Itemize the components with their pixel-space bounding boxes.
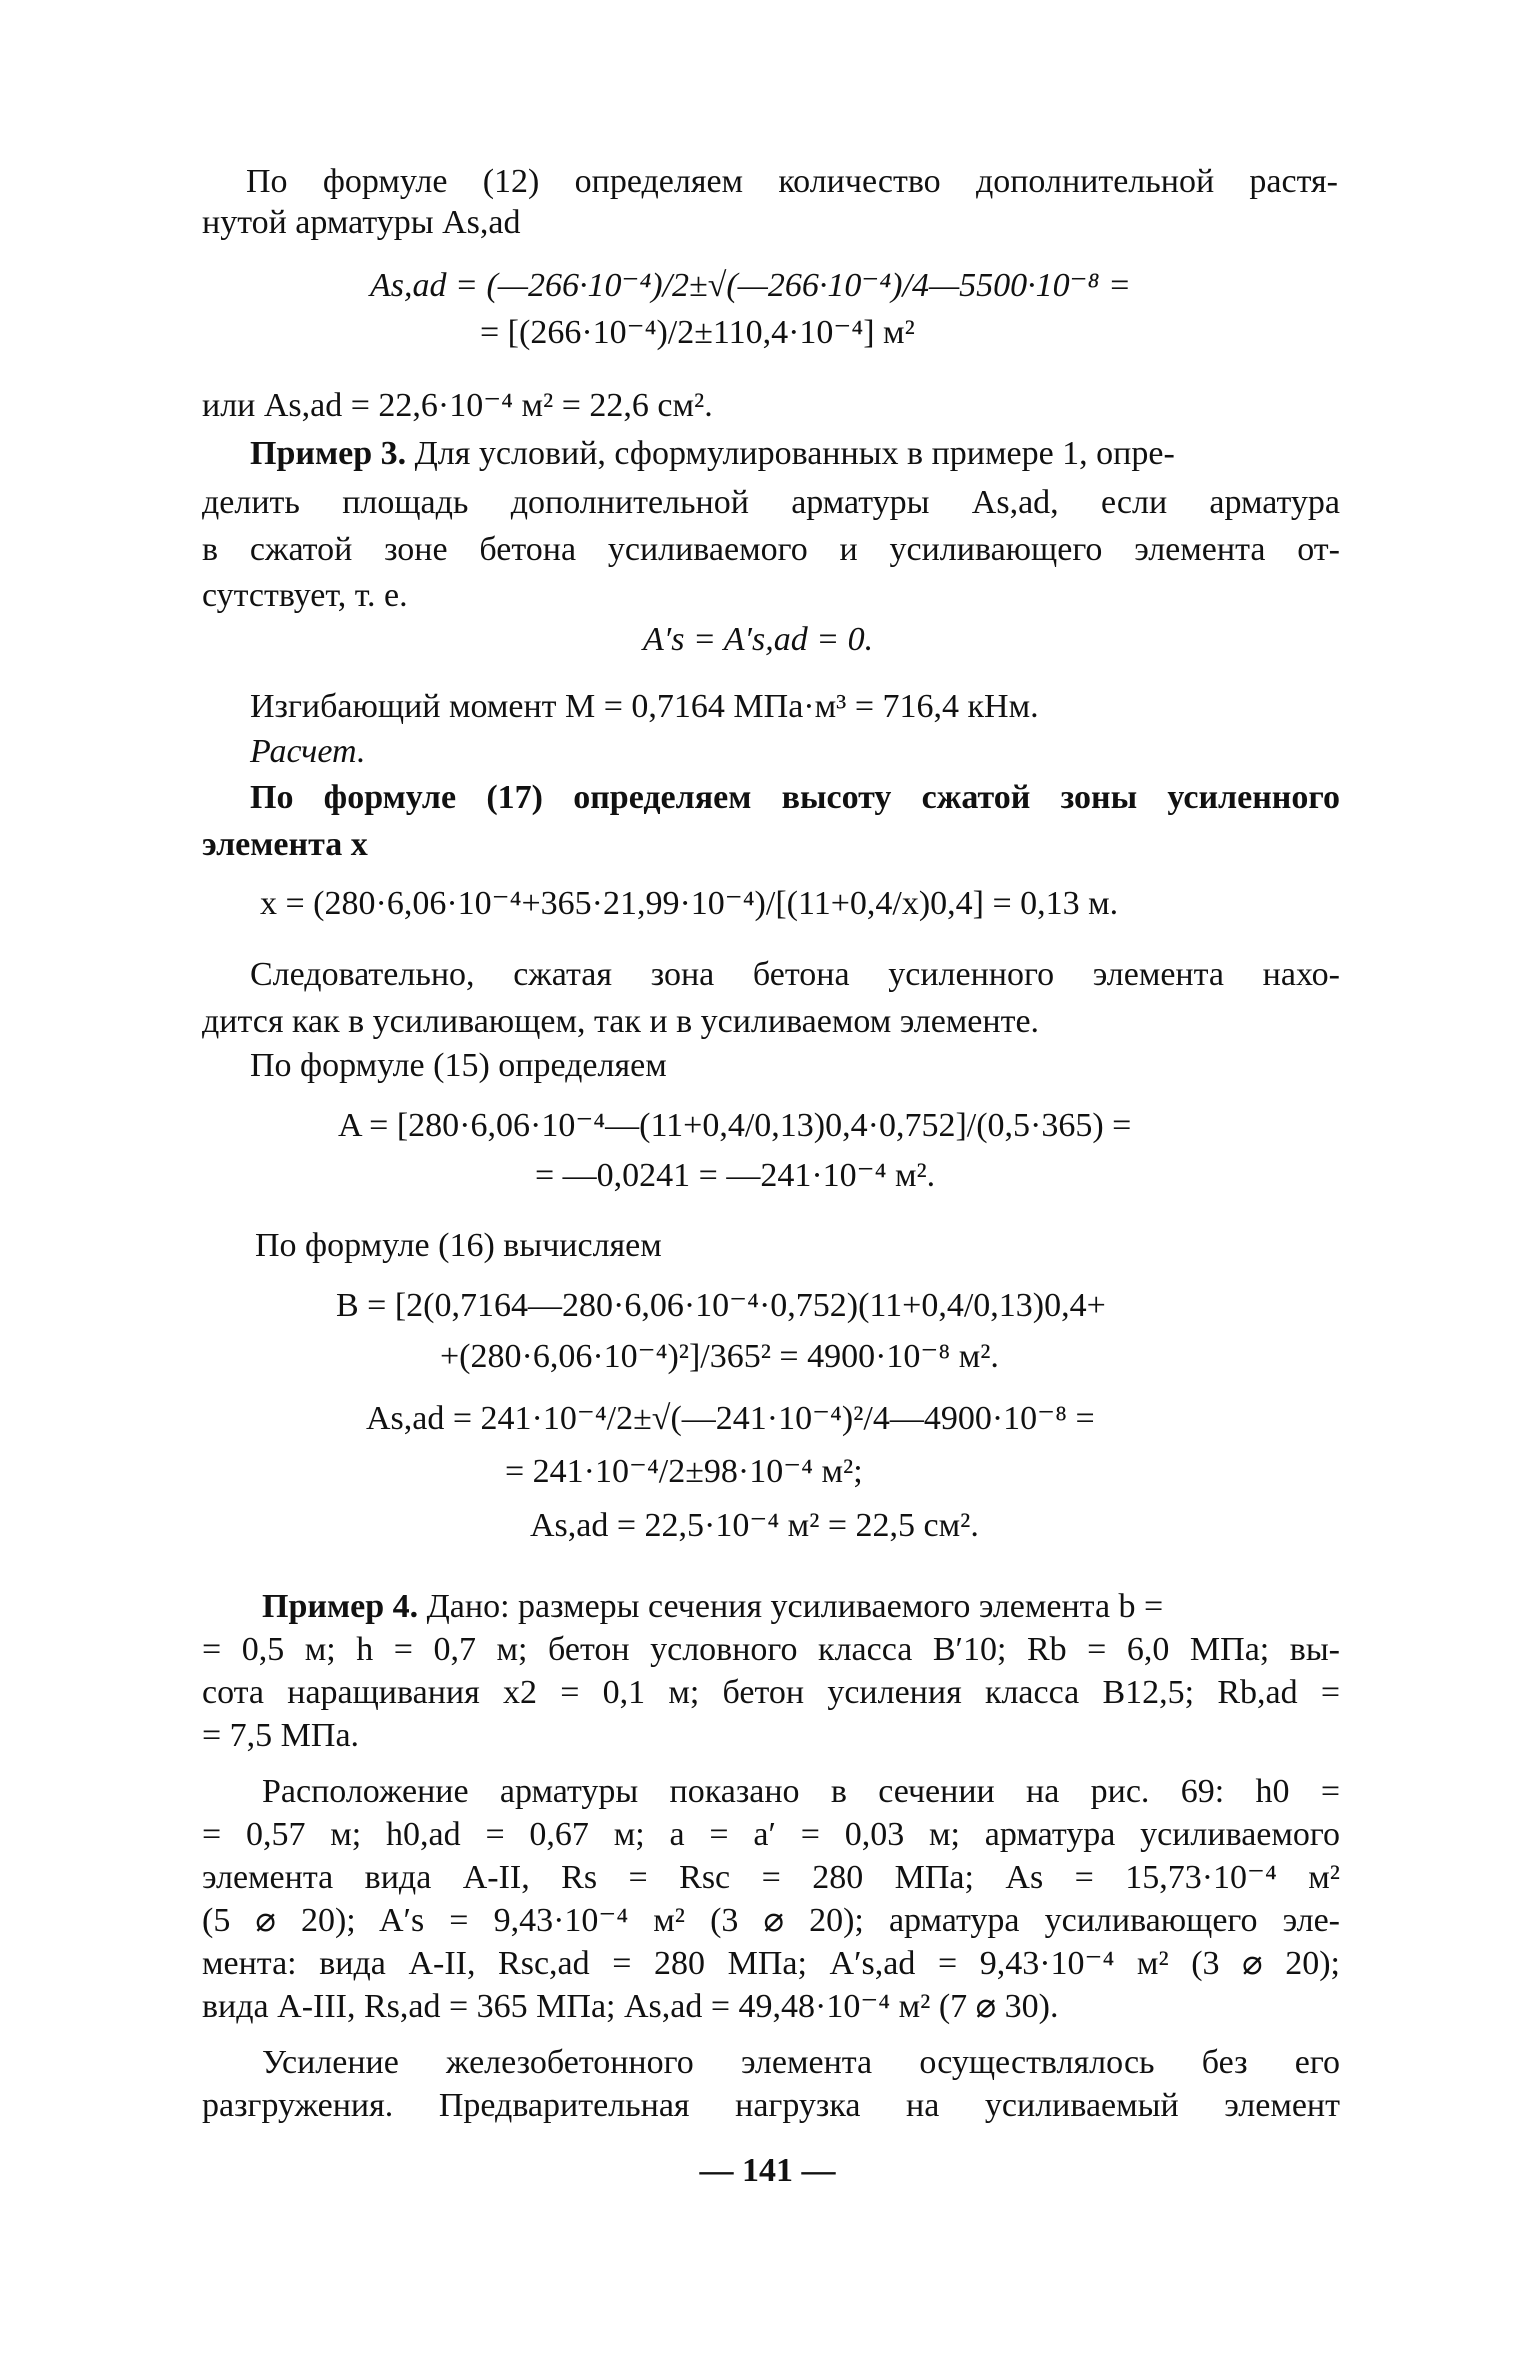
formula-line: As,ad = 241·10⁻⁴/2±√(—241·10⁻⁴)²/4—4900·10⁻⁸ =	[366, 1400, 1095, 1437]
formula-line: A′s = A′s,ad = 0.	[643, 621, 874, 658]
text-line: разгружения. Предварительная нагрузка на усиливаемый элемент	[202, 2087, 1340, 2124]
text-line: Усиление железобетонного элемента осуществлялось без его	[262, 2044, 1340, 2081]
text-span: Для условий, сформулированных в примере 1, опре-	[414, 435, 1175, 472]
page-number: — 141 —	[699, 2152, 836, 2189]
text-line: элемента x	[202, 826, 368, 863]
text-line	[250, 434, 1340, 474]
text-line: По формуле (12) определяем количество дополнительной растя-	[246, 163, 1338, 200]
text-line: = 7,5 МПа.	[202, 1717, 360, 1754]
formula-line: As,ad = 22,5·10⁻⁴ м² = 22,5 см².	[530, 1507, 979, 1544]
formula-line: = 241·10⁻⁴/2±98·10⁻⁴ м²;	[505, 1453, 863, 1490]
formula-line: As,ad = (—266·10⁻⁴)/2±√(—266·10⁻⁴)/4—5500·10⁻⁸ =	[370, 267, 1131, 304]
example-heading: Пример 3.	[250, 435, 407, 472]
formula-line: B = [2(0,7164—280·6,06·10⁻⁴·0,752)(11+0,4/0,13)0,4+	[336, 1287, 1106, 1324]
formula-line: +(280·6,06·10⁻⁴)²]/365² = 4900·10⁻⁸ м².	[440, 1338, 999, 1375]
text-line: элемента вида А-II, Rs = Rsc = 280 МПа; As = 15,73·10⁻⁴ м²	[202, 1859, 1340, 1896]
text-line: сота наращивания x2 = 0,1 м; бетон усиления класса В12,5; Rb,ad =	[202, 1674, 1340, 1711]
example-heading: Пример 4.	[262, 1588, 419, 1625]
section-label: Расчет.	[250, 733, 366, 770]
text-line: Следовательно, сжатая зона бетона усиленного элемента нахо-	[250, 956, 1340, 993]
text-line: сутствует, т. е.	[202, 577, 408, 614]
text-line: Расположение арматуры показано в сечении на рис. 69: h0 =	[262, 1773, 1340, 1810]
text-line: = 0,5 м; h = 0,7 м; бетон условного класса В′10; Rb = 6,0 МПа; вы-	[202, 1631, 1340, 1668]
text-line: в сжатой зоне бетона усиливаемого и усиливающего элемента от-	[202, 531, 1340, 568]
formula-line: x = (280·6,06·10⁻⁴+365·21,99·10⁻⁴)/[(11+0,4/x)0,4] = 0,13 м.	[260, 885, 1119, 922]
text-line: По формуле (15) определяем	[250, 1047, 667, 1084]
formula-line: A = [280·6,06·10⁻⁴—(11+0,4/0,13)0,4·0,752]/(0,5·365) =	[338, 1107, 1132, 1144]
text-line: мента: вида А-II, Rsc,ad = 280 МПа; A′s,ad = 9,43·10⁻⁴ м² (3 ⌀ 20);	[202, 1945, 1340, 1982]
text-line: (5 ⌀ 20); A′s = 9,43·10⁻⁴ м² (3 ⌀ 20); арматура усиливающего эле-	[202, 1902, 1340, 1939]
text-line: или As,ad = 22,6·10⁻⁴ м² = 22,6 см².	[202, 387, 713, 424]
text-line	[262, 1587, 1340, 1627]
text-span: Дано: размеры сечения усиливаемого элемента b =	[426, 1588, 1164, 1625]
text-line: = 0,57 м; h0,ad = 0,67 м; a = a′ = 0,03 м; арматура усиливаемого	[202, 1816, 1340, 1853]
text-line: Изгибающий момент M = 0,7164 МПа·м³ = 716,4 кНм.	[250, 688, 1039, 725]
text-line: дится как в усиливающем, так и в усиливаемом элементе.	[202, 1003, 1040, 1040]
formula-line: = [(266·10⁻⁴)/2±110,4·10⁻⁴] м²	[480, 314, 915, 351]
formula-line: = —0,0241 = —241·10⁻⁴ м².	[535, 1157, 936, 1194]
text-line: нутой арматуры As,ad	[202, 204, 521, 241]
text-line: делить площадь дополнительной арматуры As,ad, если арматура	[202, 484, 1340, 521]
text-line: По формуле (17) определяем высоту сжатой зоны усиленного	[250, 779, 1340, 816]
text-line: По формуле (16) вычисляем	[255, 1227, 662, 1264]
text-line: вида А-III, Rs,ad = 365 МПа; As,ad = 49,48·10⁻⁴ м² (7 ⌀ 30).	[202, 1988, 1059, 2025]
